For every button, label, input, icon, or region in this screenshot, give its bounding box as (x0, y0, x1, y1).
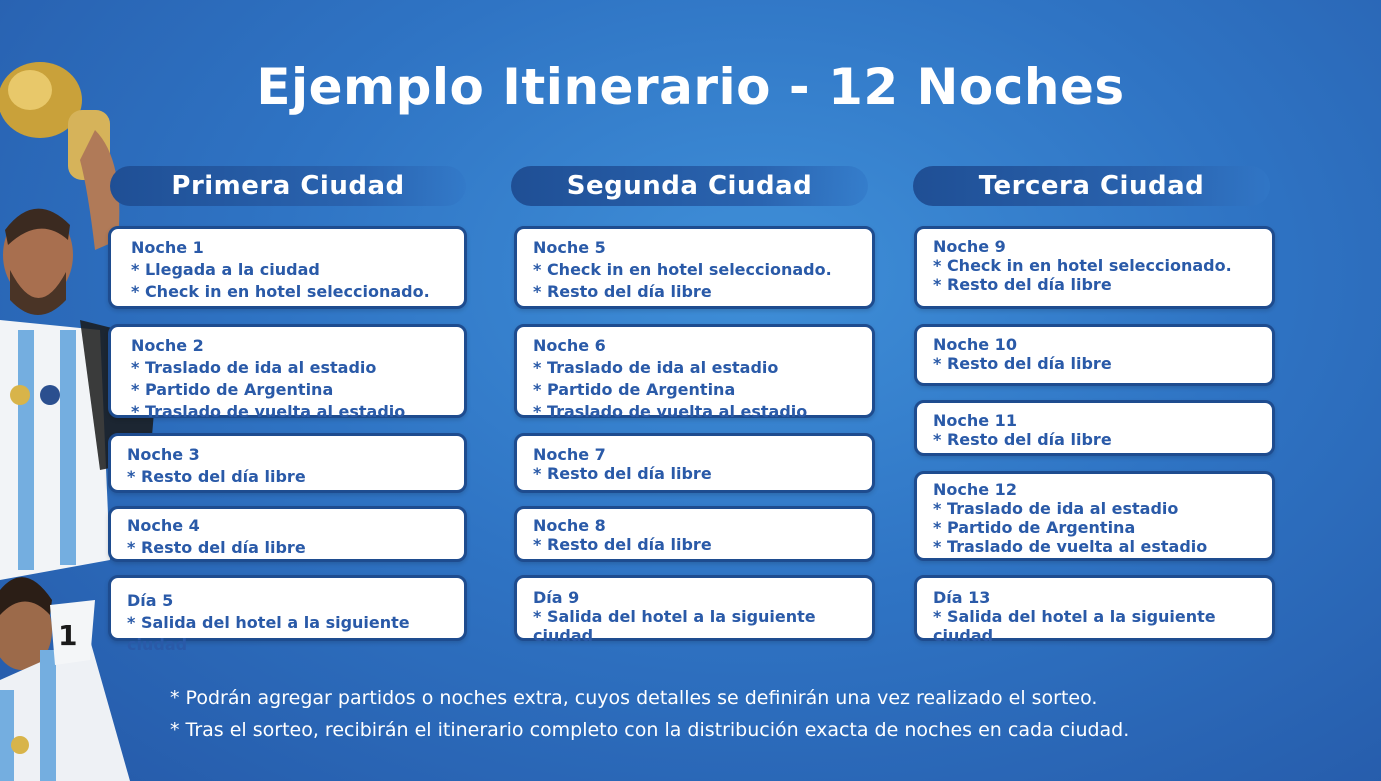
card-line: * Salida del hotel a la siguiente ciudad (933, 607, 1216, 645)
itinerary-card (108, 226, 467, 309)
card-label: Día 5 (127, 591, 174, 610)
card-line: * Resto del día libre (933, 354, 1112, 373)
card-label: Día 13 (933, 588, 991, 607)
footnote: * Podrán agregar partidos o noches extra, cuyos detalles se definirán una vez realizado el sorteo. (170, 687, 1098, 709)
card-label: Noche 12 (933, 480, 1017, 499)
card-label: Noche 2 (131, 336, 204, 355)
card-label: Noche 7 (533, 445, 606, 464)
card-line: * Resto del día libre (933, 275, 1112, 294)
card-line: * Check in en hotel seleccionado. (131, 282, 430, 301)
card-line: * Salida del hotel a la siguiente ciudad (533, 607, 816, 645)
city-header-3 (913, 166, 1270, 206)
itinerary-card (108, 324, 467, 421)
city-header-label: Segunda Ciudad (566, 171, 813, 201)
card-line: * Resto del día libre (533, 464, 712, 483)
card-line: * Resto del día libre (533, 282, 712, 301)
itinerary-card (914, 226, 1275, 309)
card-line: * Traslado de vuelta al estadio (533, 402, 808, 421)
itinerary-card (108, 506, 467, 562)
card-line: * Partido de Argentina (933, 518, 1136, 537)
card-label: Día 9 (533, 588, 580, 607)
itinerary-card (914, 575, 1275, 645)
card-line: * Traslado de vuelta al estadio (131, 402, 406, 421)
svg-text:1: 1 (58, 619, 78, 652)
itinerary-card (914, 400, 1275, 456)
card-label: Noche 9 (933, 237, 1006, 256)
card-label: Noche 1 (131, 238, 204, 257)
card-label: Noche 4 (127, 516, 200, 535)
card-line: * Check in en hotel seleccionado. (933, 256, 1232, 275)
city-header-2 (511, 166, 868, 206)
card-line: * Partido de Argentina (131, 380, 334, 399)
card-line: * Salida del hotel a la siguiente ciudad (127, 613, 410, 654)
card-label: Noche 3 (127, 445, 200, 464)
card-label: Noche 6 (533, 336, 606, 355)
card-line: * Resto del día libre (127, 538, 306, 557)
itinerary-card (914, 471, 1275, 561)
city-header-label: Tercera Ciudad (978, 171, 1205, 201)
itinerary-card (514, 324, 875, 421)
page-title: Ejemplo Itinerario - 12 Noches (256, 58, 1125, 116)
itinerary-card (514, 226, 875, 309)
card-line: * Check in en hotel seleccionado. (533, 260, 832, 279)
card-line: * Partido de Argentina (533, 380, 736, 399)
card-label: Noche 11 (933, 411, 1017, 430)
card-line: * Traslado de ida al estadio (533, 358, 779, 377)
city-header-label: Primera Ciudad (171, 171, 405, 201)
itinerary-card (514, 575, 875, 645)
card-line: * Traslado de ida al estadio (933, 499, 1179, 518)
card-line: * Traslado de ida al estadio (131, 358, 377, 377)
card-line: * Traslado de vuelta al estadio (933, 537, 1208, 556)
itinerary-card (514, 433, 875, 493)
city-header-1 (110, 166, 466, 206)
card-label: Noche 5 (533, 238, 606, 257)
itinerary-card (514, 506, 875, 562)
footnote: * Tras el sorteo, recibirán el itinerario completo con la distribución exacta de noches en cada ciudad. (170, 719, 1130, 741)
footnotes (170, 682, 1129, 746)
itinerary-card (108, 575, 467, 654)
card-line: * Resto del día libre (127, 467, 306, 486)
card-line: * Resto del día libre (933, 430, 1112, 449)
card-line: * Resto del día libre (533, 535, 712, 554)
itinerary-card (914, 324, 1275, 386)
card-label: Noche 10 (933, 335, 1017, 354)
itinerary-card (108, 433, 467, 493)
card-label: Noche 8 (533, 516, 606, 535)
card-line: * Llegada a la ciudad (131, 260, 320, 279)
